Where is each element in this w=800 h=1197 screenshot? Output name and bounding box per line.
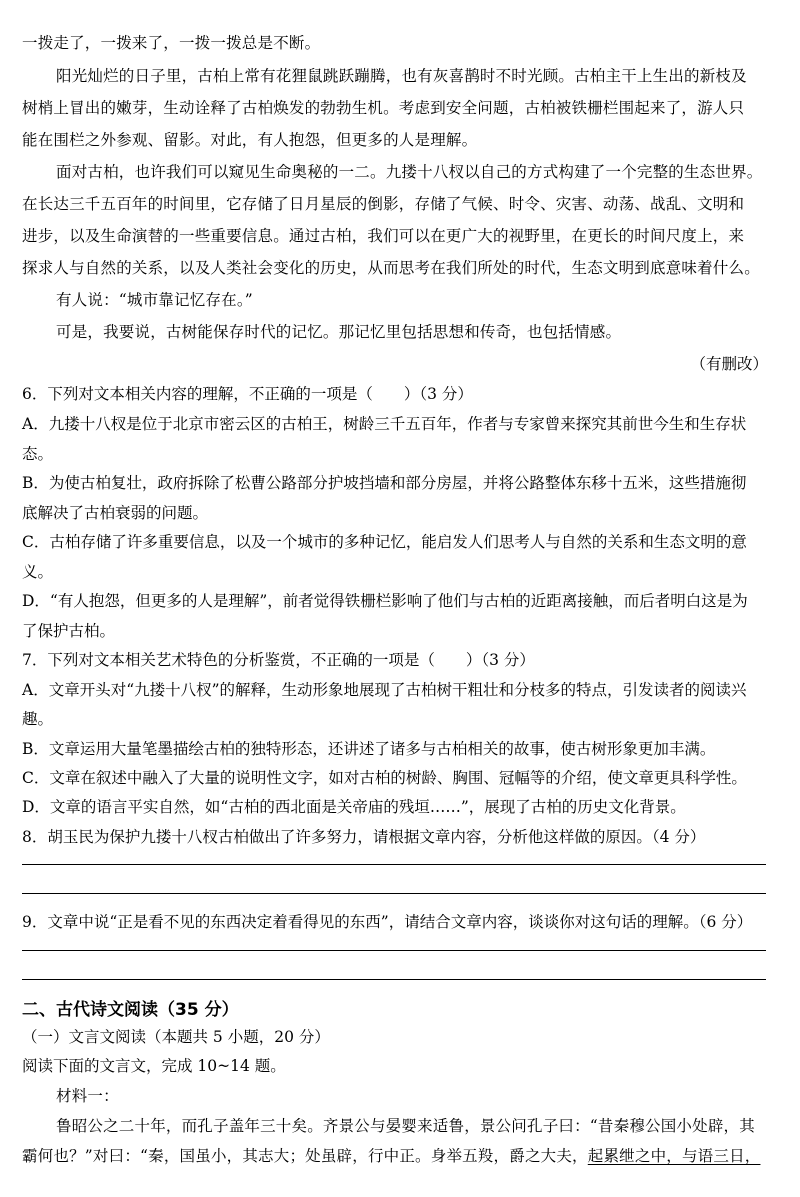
passage-line: 阳光灿烂的日子里，古柏上常有花狸鼠跳跃蹦腾，也有灰喜鹊时不时光顾。古柏主干上生出的新枝及: [56, 67, 747, 85]
underlined-segment: 起累绁之中，与语三日，: [587, 1147, 761, 1165]
q7-option-c: C．文章在叙述中融入了大量的说明性文字，如对古柏的树龄、胸围、冠幅等的介绍，使文章更具科学性。: [22, 769, 747, 787]
q7-option-a: A．文章开头对“九搂十八杈”的解释，生动形象地展现了古柏树干粗壮和分枝多的特点，引发读者的阅读兴: [22, 681, 747, 699]
answer-line[interactable]: [22, 893, 766, 894]
q6-option-b-cont: 底解决了古柏衰弱的问题。: [22, 504, 209, 522]
passage-line: 探求人与自然的关系，以及人类社会变化的历史，从而思考在我们所处的时代，生态文明到底意味着什么。: [22, 259, 760, 277]
q7-option-b: B．文章运用大量笔墨描绘古柏的独特形态，还讲述了诸多与古柏相关的故事，使古树形象更加丰满。: [22, 740, 716, 758]
passage-line: 树梢上冒出的嫩芽，生动诠释了古柏焕发的勃勃生机。考虑到安全问题，古柏被铁栅栏围起来了，游人只: [22, 99, 745, 117]
q7-option-a-cont: 趣。: [22, 710, 54, 728]
passage-line: 面对古柏，也许我们可以窥见生命奥秘的一二。九搂十八杈以自己的方式构建了一个完整的生态世界。: [56, 163, 763, 181]
section-title: 二、古代诗文阅读（35 分）: [22, 1000, 239, 1020]
q6-option-a: A．九搂十八杈是位于北京市密云区的古柏王，树龄三千五百年，作者与专家曾来探究其前世今生和生存状: [22, 415, 747, 433]
abridged-note: （有删改）: [690, 355, 768, 373]
classical-text-segment: 霸何也？”对曰：“秦，国虽小，其志大；处虽辟，行中正。身举五羖，爵之大夫，: [22, 1147, 588, 1165]
question-9-stem: 9．文章中说“正是看不见的东西决定着看得见的东西”，请结合文章内容，谈谈你对这句话的理解。（6 分）: [22, 913, 753, 931]
question-6-stem: 6．下列对文本相关内容的理解，不正确的一项是（ ）（3 分）: [22, 385, 473, 403]
q6-option-c: C．古柏存储了许多重要信息，以及一个城市的多种记忆，能启发人们思考人与自然的关系和生态文明的意: [22, 533, 747, 551]
passage-line: 能在围栏之外参观、留影。对此，有人抱怨，但更多的人是理解。: [22, 131, 478, 149]
answer-line[interactable]: [22, 979, 766, 980]
passage-line: 可是，我要说，古树能保存时代的记忆。那记忆里包括思想和传奇，也包括情感。: [56, 323, 622, 341]
q6-option-d: D．“有人抱怨，但更多的人是理解”，前者觉得铁栅栏影响了他们与古柏的近距离接触，而后者明白这是为: [22, 592, 748, 610]
passage-line: 一拨走了，一拨来了，一拨一拨总是不断。: [22, 34, 321, 52]
question-7-stem: 7．下列对文本相关艺术特色的分析鉴赏，不正确的一项是（ ）（3 分）: [22, 651, 535, 669]
classical-text-line: [22, 1146, 760, 1166]
q6-option-a-cont: 态。: [22, 445, 54, 463]
q6-option-c-cont: 义。: [22, 563, 54, 581]
passage-line: 进步，以及生命演替的一些重要信息。通过古柏，我们可以在更广大的视野里，在更长的时间尺度上，来: [22, 227, 745, 245]
q6-option-d-cont: 了保护古柏。: [22, 622, 116, 640]
classical-text-line: 鲁昭公之二十年，而孔子盖年三十矣。齐景公与晏婴来适鲁，景公问孔子曰：“昔秦穆公国小处辟，其: [56, 1117, 755, 1135]
question-8-stem: 8．胡玉民为保护九搂十八杈古柏做出了许多努力，请根据文章内容，分析他这样做的原因。（4 分）: [22, 828, 706, 846]
subsection-title: （一）文言文阅读（本题共 5 小题，20 分）: [22, 1028, 330, 1046]
answer-line[interactable]: [22, 950, 766, 951]
passage-line: 有人说：“城市靠记忆存在。”: [56, 291, 253, 309]
q7-option-d: D．文章的语言平实自然，如“古柏的西北面是关帝庙的残垣……”，展现了古柏的历史文化背景。: [22, 798, 686, 816]
answer-line[interactable]: [22, 864, 766, 865]
passage-line: 在长达三千五百年的时间里，它存储了日月星辰的倒影，存储了气候、时令、灾害、动荡、战乱、文明和: [22, 195, 745, 213]
q6-option-b: B．为使古柏复壮，政府拆除了松曹公路部分护坡挡墙和部分房屋，并将公路整体东移十五米，这些措施彻: [22, 474, 747, 492]
instruction: 阅读下面的文言文，完成 10~14 题。: [22, 1057, 286, 1075]
material-label: 材料一：: [56, 1087, 119, 1105]
